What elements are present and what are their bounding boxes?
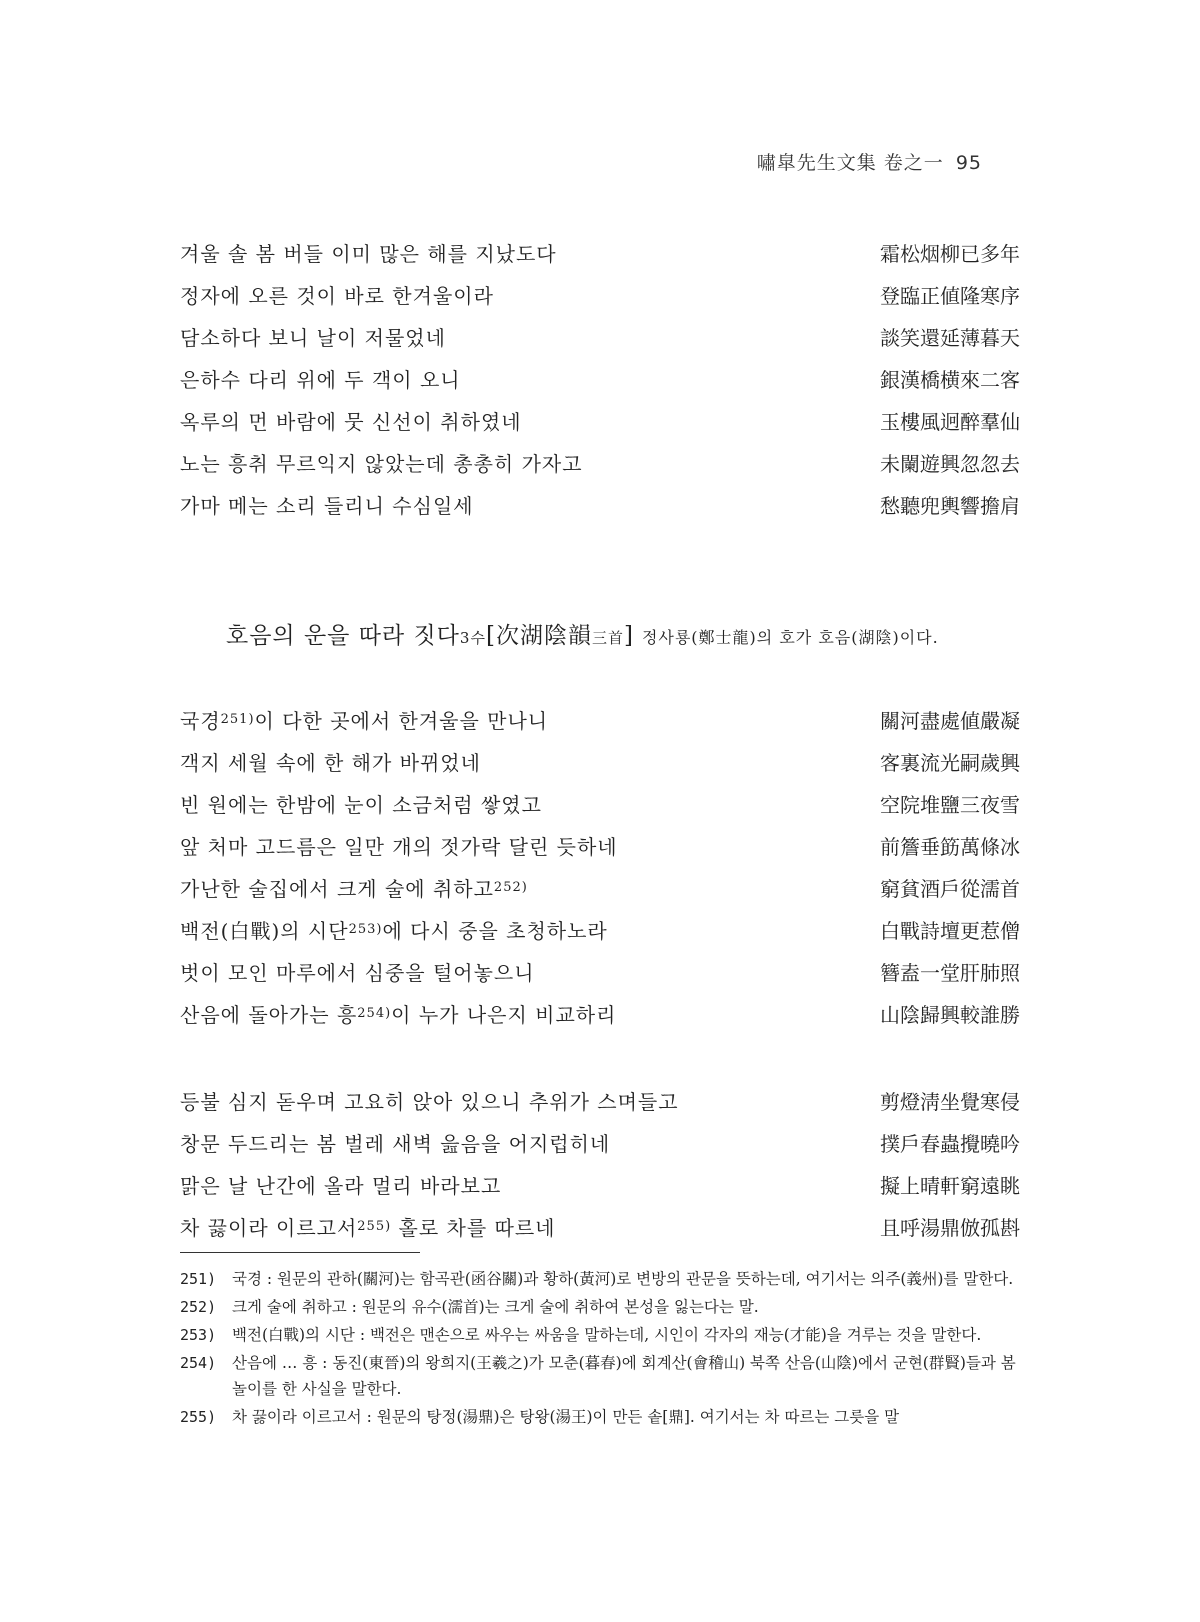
footnote [180,1350,1020,1402]
korean-translation [180,1212,555,1241]
text-pre: 산음에 돌아가는 흥 [180,1003,358,1027]
poem-line [180,448,1020,490]
poem-line [180,364,1020,406]
chinese-original: 談笑還延薄暮天 [880,326,1020,350]
poem-line [180,280,1020,322]
chinese-original: 愁聽兜輿響擔肩 [880,494,1020,518]
chinese-original: 山陰歸興較誰勝 [880,1003,1020,1027]
footnote-marker: 252) [493,880,528,895]
text-pre: 백전(白戰)의 시단 [180,919,349,943]
footnote-marker: 253) [348,922,383,937]
text-pre: 국경 [180,709,221,733]
korean-translation [180,957,535,986]
poem-line [180,1170,1020,1212]
poem-title [226,617,1126,650]
chinese-original: 前簷垂筯萬條冰 [880,835,1020,859]
text-pre: 차 끓이라 이르고서 [180,1216,358,1240]
footnote-marker: 251) [220,712,255,727]
text-post: 이 다한 곳에서 한겨울을 만나니 [254,709,549,733]
chinese-original: 擬上晴軒窮遠眺 [880,1174,1020,1198]
footnotes [180,1266,1020,1432]
title-korean: 호음의 운을 따라 짓다 [226,623,460,649]
book-title: 嘯皐先生文集 卷之一 [756,152,944,174]
text-pre: 등불 심지 돋우며 고요히 앉아 있으니 추위가 스며들고 [180,1090,679,1114]
poem-line [180,747,1020,789]
text-pre: 빈 원에는 한밤에 눈이 소금처럼 쌓였고 [180,793,542,817]
footnote [180,1404,1020,1430]
poem-continuation [180,238,1020,532]
bracket-close: ] [623,623,634,649]
poem-line [180,999,1020,1041]
chinese-original: 玉樓風迥醉羣仙 [880,410,1020,434]
footnote-marker: 254) [357,1006,392,1021]
page-number: 95 [955,152,982,174]
chinese-original: 銀漢橋横來二客 [880,368,1020,392]
footnote-text: 차 끓이라 이르고서 : 원문의 탕정(湯鼎)은 탕왕(湯王)이 만든 솥[鼎]. 여기서는 차 따르는 그릇을 말 [232,1408,900,1426]
poem-line [180,915,1020,957]
text-pre: 벗이 모인 마루에서 심중을 털어놓으니 [180,961,535,985]
footnote-text: 산음에 … 흥 : 동진(東晉)의 왕희지(王羲之)가 모춘(暮春)에 회계산(會稽山) 북쪽 산음(山陰)에서 군현(群賢)들과 봄놀이를 한 사실을 말한다. [232,1354,1016,1398]
korean-translation [180,1086,679,1115]
korean-translation [180,915,608,944]
poem-line [180,490,1020,532]
korean-translation [180,1170,501,1199]
korean-translation [180,705,548,734]
footnote-number: 254) [180,1354,217,1372]
bracket-open: [ [485,623,496,649]
footnote-text: 백전(白戰)의 시단 : 백전은 맨손으로 싸우는 싸움을 말하는데, 시인이 각자의 재능(才能)을 겨루는 것을 말한다. [232,1326,982,1344]
footnote [180,1266,1020,1292]
title-chinese-count: 三首 [591,629,624,647]
chinese-original: 客裏流光嗣歲興 [880,751,1020,775]
text-pre: 객지 세월 속에 한 해가 바뀌었네 [180,751,481,775]
poem-line [180,322,1020,364]
poem-line [180,1128,1020,1170]
footnote-divider [180,1252,420,1253]
chinese-original: 關河盡處値嚴凝 [880,709,1020,733]
footnote-number: 255) [180,1408,217,1426]
poem-line [180,957,1020,999]
poem-line [180,705,1020,747]
chinese-original: 白戰詩壇更惹僧 [880,919,1020,943]
korean-translation: 은하수 다리 위에 두 객이 오니 [180,368,461,392]
poem-line [180,406,1020,448]
text-post: 에 다시 중을 초청하노라 [382,919,608,943]
title-chinese [486,623,634,649]
korean-translation [180,789,542,818]
korean-translation: 정자에 오른 것이 바로 한겨울이라 [180,284,494,308]
footnote [180,1294,1020,1320]
korean-translation: 가마 메는 소리 들리니 수심일세 [180,494,474,518]
chinese-original: 空院堆鹽三夜雪 [880,793,1020,817]
korean-translation [180,1128,610,1157]
korean-translation [180,747,481,776]
poem-line [180,1212,1020,1254]
chinese-original: 且呼湯鼎倣孤斟 [880,1216,1020,1240]
title-chinese-main: 次湖陰韻 [495,623,592,649]
footnote [180,1322,1020,1348]
korean-translation: 옥루의 먼 바람에 뭇 신선이 취하였네 [180,410,522,434]
poem-line [180,789,1020,831]
korean-translation [180,831,618,860]
poem-second [180,1086,1020,1254]
chinese-original: 登臨正値隆寒序 [880,284,1020,308]
chinese-original: 撲戶春蟲攪曉吟 [880,1132,1020,1156]
korean-translation [180,999,616,1028]
chinese-original: 未闌遊興忽忽去 [880,452,1020,476]
chinese-original: 剪燈淸坐覺寒侵 [880,1090,1020,1114]
text-pre: 맑은 날 난간에 올라 멀리 바라보고 [180,1174,502,1198]
chinese-original: 霜松烟柳已多年 [880,242,1020,266]
text-pre: 창문 두드리는 봄 벌레 새벽 읊음을 어지럽히네 [180,1132,611,1156]
footnote-marker: 255) [357,1219,392,1234]
running-head [757,148,982,175]
poem-count: 3수 [459,629,486,647]
footnote-number: 252) [180,1298,217,1316]
korean-translation [180,873,528,902]
korean-translation: 겨울 솔 봄 버들 이미 많은 해를 지났도다 [180,242,557,266]
korean-translation: 노는 흥취 무르익지 않았는데 총총히 가자고 [180,452,583,476]
poem-line [180,873,1020,915]
poem-line [180,831,1020,873]
korean-translation: 담소하다 보니 날이 저물었네 [180,326,446,350]
footnote-text: 국경 : 원문의 관하(關河)는 함곡관(函谷關)과 황하(黃河)로 변방의 관문을 뜻하는데, 여기서는 의주(義州)를 말한다. [232,1270,1014,1288]
text-pre: 가난한 술집에서 크게 술에 취하고 [180,877,494,901]
text-post: 홀로 차를 따르네 [391,1216,556,1240]
poem-line [180,238,1020,280]
chinese-original: 窮貧酒戶從濡首 [880,877,1020,901]
title-note: 정사룡(鄭士龍)의 호가 호음(湖陰)이다. [641,628,939,647]
poem-first [180,705,1020,1041]
text-post: 이 누가 나은지 비교하리 [391,1003,617,1027]
footnote-text: 크게 술에 취하고 : 원문의 유수(濡首)는 크게 술에 취하여 본성을 잃는다는 말. [232,1298,759,1316]
footnote-number: 253) [180,1326,217,1344]
poem-line [180,1086,1020,1128]
text-pre: 앞 처마 고드름은 일만 개의 젓가락 달린 듯하네 [180,835,618,859]
footnote-number: 251) [180,1270,217,1288]
chinese-original: 簪盍一堂肝肺照 [880,961,1020,985]
